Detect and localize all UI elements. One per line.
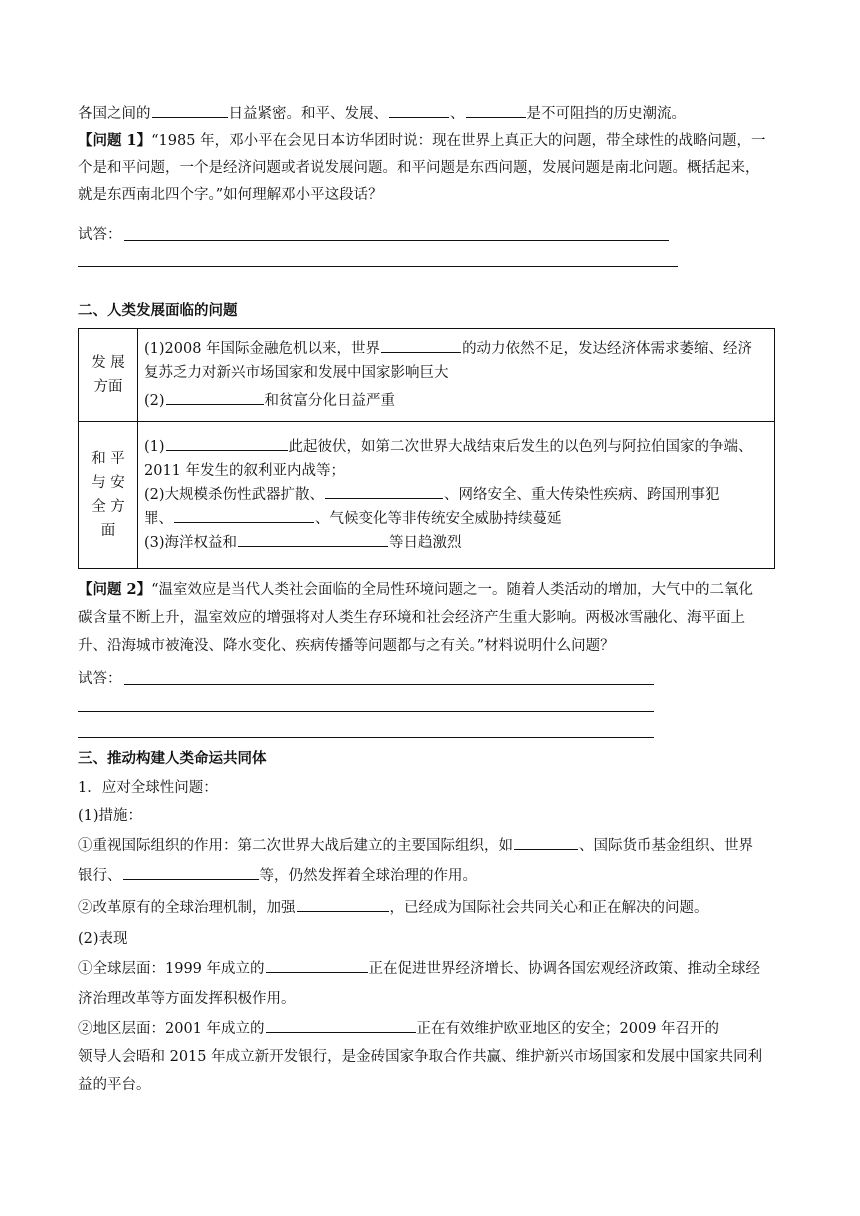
text: 、网络安全、重大传染性疾病、跨国刑事犯 <box>444 487 720 503</box>
question-1-line-2: 个是和平问题，一个是经济问题或者说发展问题。和平问题是东西问题，发展问题是南北问题。概括起来， <box>78 160 760 176</box>
text: 、 <box>450 106 465 122</box>
text: 和贫富分化日益严重 <box>264 393 396 409</box>
fill-blank[interactable] <box>466 103 526 118</box>
fill-blank[interactable] <box>174 508 314 523</box>
text: 等日趋激烈 <box>389 535 462 551</box>
fill-blank[interactable] <box>266 1018 416 1033</box>
question-text: “1985 年，邓小平在会见日本访华团时说：现在世界上真正大的问题，带全球性的战略问题，一 <box>151 133 766 149</box>
question-2-line-3: 升、沿海城市被淹没、降水变化、疾病传播等问题都与之有关。”材料说明什么问题？ <box>78 638 615 654</box>
text: 各国之间的 <box>78 106 151 122</box>
fill-blank[interactable] <box>381 338 461 353</box>
text: 的动力依然不足，发达经济体需求萎缩、经济 <box>462 341 753 357</box>
table-row <box>79 329 775 422</box>
fill-blank[interactable] <box>266 958 368 973</box>
answer-label: 试答： <box>78 671 122 687</box>
cell-line <box>144 337 768 361</box>
cell-line: 复苏乏力对新兴市场国家和发展中国家影响巨大 <box>144 365 449 381</box>
text: ②改革原有的全球治理机制，加强 <box>78 900 296 916</box>
answer-label: 试答： <box>78 227 122 243</box>
row-content <box>138 422 775 569</box>
fill-blank[interactable] <box>152 103 228 118</box>
text: (1)2008 年国际金融危机以来，世界 <box>144 341 381 357</box>
text: 等，仍然发挥着全球治理的作用。 <box>259 868 477 884</box>
label-text: 与 安 <box>91 475 125 491</box>
text: ，已经成为国际社会共同关心和正在解决的问题。 <box>389 900 709 916</box>
label-text: 方面 <box>93 379 123 395</box>
performance-line <box>78 1018 719 1040</box>
row-content <box>138 329 775 422</box>
text: 罪、 <box>144 511 173 527</box>
text: 正在有效维护欧亚地区的安全；2009 年召开的 <box>416 1021 720 1037</box>
label-text: 发 展 <box>91 355 125 371</box>
fill-blank[interactable] <box>325 484 443 499</box>
cell-line <box>144 507 768 531</box>
fill-blank[interactable] <box>238 532 388 547</box>
list-item: (2)表现 <box>78 931 128 947</box>
measure-line <box>78 897 709 919</box>
intro-line <box>78 103 686 125</box>
answer-1-line[interactable] <box>124 240 669 241</box>
text: (3)海洋权益和 <box>144 535 238 551</box>
question-2-line-1 <box>78 579 753 601</box>
text: (2)大规模杀伤性武器扩散、 <box>144 487 325 503</box>
text: 是不可阻挡的历史潮流。 <box>526 106 686 122</box>
fill-blank[interactable] <box>297 897 389 912</box>
text: 日益紧密。和平、发展、 <box>228 106 388 122</box>
row-label <box>79 329 138 422</box>
list-item: 1．应对全球性问题： <box>78 780 218 796</box>
question-tag: 【问题 2】 <box>78 581 152 598</box>
section-heading: 二、人类发展面临的问题 <box>78 302 238 319</box>
cell-line: 2011 年发生的叙利亚内战等； <box>144 463 346 479</box>
answer-1-line[interactable] <box>78 266 678 267</box>
cell-line <box>144 483 768 507</box>
fill-blank[interactable] <box>389 103 449 118</box>
performance-line: 益的平台。 <box>78 1077 151 1093</box>
performance-line: 领导人会晤和 2015 年成立新开发银行，是金砖国家争取合作共赢、维护新兴市场国家和发展中国家共同利 <box>78 1049 763 1065</box>
fill-blank[interactable] <box>514 835 578 850</box>
text: ①全球层面：1999 年成立的 <box>78 961 265 977</box>
section-heading: 三、推动构建人类命运共同体 <box>78 750 267 767</box>
answer-2-line[interactable] <box>78 737 654 738</box>
text: (2) <box>144 393 165 409</box>
label-text: 全 方 <box>91 499 125 515</box>
question-1-line-1 <box>78 130 766 152</box>
answer-2-line[interactable] <box>124 684 654 685</box>
cell-line <box>144 435 768 459</box>
measure-line <box>78 835 753 857</box>
fill-blank[interactable] <box>166 390 264 405</box>
row-label <box>79 422 138 569</box>
text: ①重视国际组织的作用：第二次世界大战后建立的主要国际组织，如 <box>78 838 513 854</box>
label-text: 和 平 <box>91 451 125 467</box>
question-2-line-2: 碳含量不断上升，温室效应的增强将对人类生存环境和社会经济产生重大影响。两极冰雪融化、海平面上 <box>78 610 745 626</box>
measure-line <box>78 865 477 887</box>
text: ②地区层面：2001 年成立的 <box>78 1021 265 1037</box>
text: 、气候变化等非传统安全威胁持续蔓延 <box>315 511 562 527</box>
table-row <box>79 422 775 569</box>
answer-2-line[interactable] <box>78 711 654 712</box>
list-item: (1)措施： <box>78 808 143 824</box>
question-1-line-3: 就是东西南北四个字。”如何理解邓小平这段话？ <box>78 187 383 203</box>
text: 此起彼伏，如第二次世界大战结束后发生的以色列与阿拉伯国家的争端、 <box>288 439 753 455</box>
fill-blank[interactable] <box>123 865 259 880</box>
answer-2 <box>78 668 122 690</box>
fill-blank[interactable] <box>166 436 288 451</box>
label-text: 面 <box>100 523 116 539</box>
performance-line: 济治理改革等方面发挥积极作用。 <box>78 991 296 1007</box>
text: 银行、 <box>78 868 122 884</box>
text: 、国际货币基金组织、世界 <box>579 838 753 854</box>
text: 正在促进世界经济增长、协调各国宏观经济政策、推动全球经 <box>368 961 761 977</box>
question-tag: 【问题 1】 <box>78 132 152 149</box>
text: (1) <box>144 439 165 455</box>
cell-line <box>144 389 768 413</box>
question-text: “温室效应是当代人类社会面临的全局性环境问题之一。随着人类活动的增加，大气中的二氧化 <box>151 582 754 598</box>
cell-line <box>144 531 768 555</box>
answer-1 <box>78 224 122 246</box>
problems-table <box>78 328 775 569</box>
performance-line <box>78 958 760 980</box>
